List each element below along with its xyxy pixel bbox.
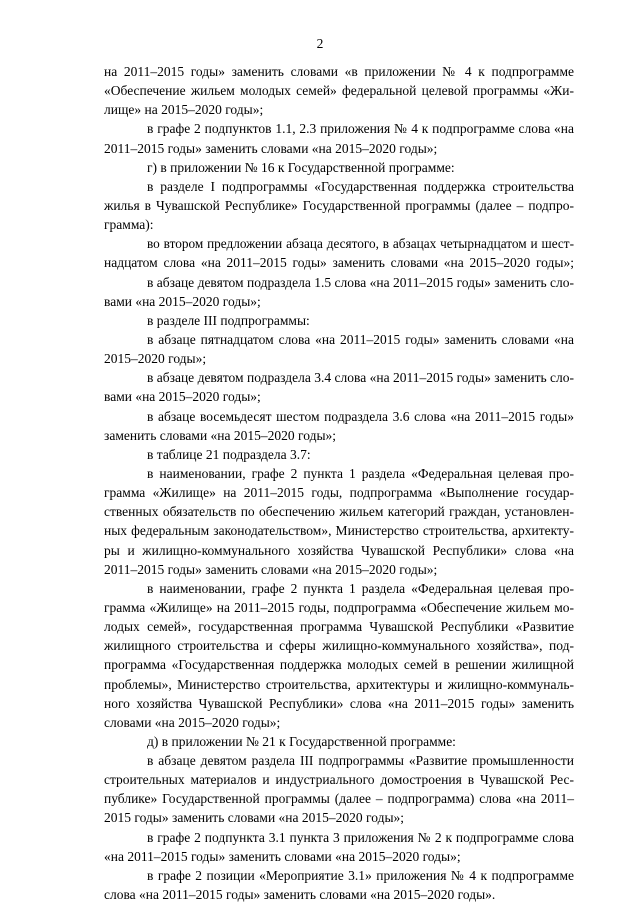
text-line: в графе 2 позиции «Мероприятие 3.1» приложения № 4 к подпрограмме: [147, 867, 574, 883]
text-line: вами «на 2015–2020 годы»;: [104, 293, 261, 309]
text-line: публике» Государственной программы (далее – подпрограмма) слова «на 2011–: [104, 791, 574, 807]
text-line: г) в приложении № 16 к Государственной программе:: [147, 159, 455, 175]
text-line: жилья в Чувашской Республике» Государственной программы (далее – подпро-: [104, 197, 574, 213]
text-line: в наименовании, графе 2 пункта 1 раздела «Федеральная целевая про-: [147, 465, 574, 481]
text-line: слова «на 2011–2015 годы» заменить словами «на 2015–2020 годы».: [104, 887, 496, 903]
text-line: ственных обязательств по обеспечению жильем категорий граждан, установлен-: [104, 504, 574, 520]
text-line: в разделе III подпрограммы:: [147, 312, 310, 328]
text-line: жилищного строительства и сферы жилищно-коммунального хозяйства», под-: [104, 638, 574, 654]
text-line: словами «на 2015–2020 годы»;: [104, 714, 281, 730]
text-line: в абзаце пятнадцатом слова «на 2011–2015 годы» заменить словами «на: [147, 331, 574, 347]
text-line: грамма «Жилище» на 2011–2015 годы, подпрограмма «Выполнение государ-: [104, 485, 574, 501]
text-line: на 2011–2015 годы» заменить словами «в приложении № 4 к подпрограмме: [104, 64, 574, 79]
text-line: ры и жилищно-коммунального хозяйства Чувашской Республики» слова «на: [104, 542, 574, 558]
text-line: заменить словами «на 2015–2020 годы»;: [104, 427, 337, 443]
text-line: в наименовании, графе 2 пункта 1 раздела «Федеральная целевая про-: [147, 580, 574, 596]
text-line: лище» на 2015–2020 годы»;: [104, 102, 264, 118]
text-line: 2011–2015 годы» заменить словами «на 2015–2020 годы»;: [104, 140, 438, 156]
text-line: программа «Государственная поддержка молодых семей в решении жилищной: [104, 657, 574, 673]
text-line: грамма «Жилище» на 2011–2015 годы, подпрограмма «Обеспечение жильем мо-: [104, 599, 574, 615]
text-line: надцатом слова «на 2011–2015 годы» заменить словами «на 2015–2020 годы»;: [104, 255, 574, 271]
text-line: вами «на 2015–2020 годы»;: [104, 389, 261, 405]
text-line: в графе 2 подпункта 3.1 пункта 3 приложения № 2 к подпрограмме слова: [147, 829, 574, 845]
text-line: в графе 2 подпунктов 1.1, 2.3 приложения № 4 к подпрограмме слова «на: [147, 121, 574, 137]
text-line: проблемы», Министерство строительства, архитектуры и жилищно-коммуналь-: [104, 676, 574, 692]
text-line: в абзаце девятом раздела III подпрограммы «Развитие промышленности: [147, 753, 574, 769]
text-line: 2015–2020 годы»;: [104, 351, 207, 367]
text-line: в разделе I подпрограммы «Государственная поддержка строительства: [147, 178, 574, 194]
text-line: в таблице 21 подраздела 3.7:: [147, 446, 311, 462]
text-line: 2015 годы» заменить словами «на 2015–2020 годы»;: [104, 810, 405, 826]
page-number: 2: [316, 36, 324, 51]
text-line: строительных материалов и индустриального домостроения в Чувашской Рес-: [104, 772, 574, 788]
text-line: «Обеспечение жильем молодых семей» федеральной целевой программы «Жи-: [104, 83, 574, 99]
text-line: во втором предложении абзаца десятого, в абзацах четырнадцатом и шест-: [147, 236, 574, 252]
text-line: ного хозяйства Чувашской Республики» слова «на 2011–2015 годы» заменить: [104, 695, 574, 711]
text-line: в абзаце девятом подраздела 3.4 слова «на 2011–2015 годы» заменить сло-: [147, 370, 574, 386]
text-line: «на 2011–2015 годы» заменить словами «на 2015–2020 годы»;: [104, 848, 461, 864]
text-line: в абзаце восемьдесят шестом подраздела 3.6 слова «на 2011–2015 годы»: [147, 408, 574, 424]
text-line: 2011–2015 годы» заменить словами «на 2015–2020 годы»;: [104, 561, 438, 577]
text-line: грамма):: [104, 217, 154, 233]
text-line: в абзаце девятом подраздела 1.5 слова «на 2011–2015 годы» заменить сло-: [147, 274, 574, 290]
document-body: [104, 62, 574, 904]
text-line: ных федеральным законодательством», Министерство строительства, архитекту-: [104, 523, 574, 539]
text-line: лодых семей», государственная программа Чувашской Республики «Развитие: [104, 619, 574, 635]
text-line: д) в приложении № 21 к Государственной программе:: [147, 733, 456, 749]
